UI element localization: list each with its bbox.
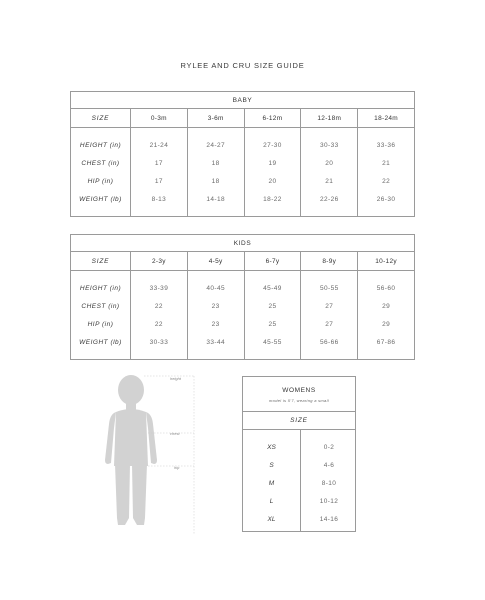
- hip-measure-label: hip: [174, 465, 180, 470]
- baby-row-weight: [71, 190, 415, 217]
- table-cell: 27-30: [244, 128, 301, 155]
- womens-size-value: 8-10: [321, 480, 337, 487]
- womens-size-value: 0-2: [323, 444, 335, 451]
- row-label: HEIGHT (in): [71, 128, 131, 155]
- baby-row-height: [71, 128, 415, 155]
- table-cell: 24-27: [187, 128, 244, 155]
- kids-table-title: KIDS: [71, 235, 415, 252]
- child-silhouette-icon: [100, 368, 200, 538]
- table-cell: 45-55: [244, 333, 301, 360]
- baby-column-header: 18-24m: [358, 109, 415, 128]
- table-cell: 18: [187, 172, 244, 190]
- baby-column-header: 12-18m: [301, 109, 358, 128]
- table-cell: 22: [131, 297, 188, 315]
- table-cell: 30-33: [301, 128, 358, 155]
- table-cell: 23: [187, 315, 244, 333]
- womens-size-table: [242, 376, 356, 532]
- baby-table-title: BABY: [71, 92, 415, 109]
- kids-row-chest: [71, 297, 415, 315]
- kids-column-header: 6-7y: [244, 252, 301, 271]
- height-measure-label: height: [170, 376, 181, 381]
- womens-row: [243, 444, 355, 454]
- chest-measure-label: chest: [170, 431, 180, 436]
- baby-size-header: SIZE: [71, 109, 131, 128]
- womens-size-label: XL: [267, 516, 276, 523]
- table-cell: 29: [358, 315, 415, 333]
- kids-row-weight: [71, 333, 415, 360]
- table-cell: 26-30: [358, 190, 415, 217]
- table-cell: 29: [358, 297, 415, 315]
- womens-size-label: M: [268, 480, 275, 487]
- baby-row-chest: [71, 154, 415, 172]
- row-label: HEIGHT (in): [71, 271, 131, 298]
- row-label: HIP (in): [71, 315, 131, 333]
- womens-size-value: 14-16: [319, 516, 339, 523]
- row-label: CHEST (in): [71, 297, 131, 315]
- table-cell: 56-60: [358, 271, 415, 298]
- table-cell: 67-86: [358, 333, 415, 360]
- table-cell: 22: [131, 315, 188, 333]
- table-cell: 27: [301, 315, 358, 333]
- table-cell: 17: [131, 172, 188, 190]
- womens-size-label: XS: [267, 444, 276, 451]
- table-cell: 33-39: [131, 271, 188, 298]
- womens-table-title: WOMENS: [282, 387, 316, 394]
- table-cell: 17: [131, 154, 188, 172]
- kids-column-header: 4-5y: [187, 252, 244, 271]
- womens-row: [243, 480, 355, 490]
- womens-size-header: SIZE: [243, 411, 355, 430]
- table-cell: 20: [244, 172, 301, 190]
- womens-size-label: L: [269, 498, 274, 505]
- table-cell: 22: [358, 172, 415, 190]
- table-cell: 25: [244, 315, 301, 333]
- baby-size-table: [70, 91, 415, 217]
- womens-size-label: S: [269, 462, 274, 469]
- table-cell: 30-33: [131, 333, 188, 360]
- womens-row: [243, 516, 355, 526]
- table-cell: 18: [187, 154, 244, 172]
- kids-column-header: 8-9y: [301, 252, 358, 271]
- row-label: WEIGHT (lb): [71, 190, 131, 217]
- row-label: WEIGHT (lb): [71, 333, 131, 360]
- baby-column-header: 3-6m: [187, 109, 244, 128]
- table-cell: 33-44: [187, 333, 244, 360]
- kids-row-hip: [71, 315, 415, 333]
- baby-column-header: 6-12m: [244, 109, 301, 128]
- table-cell: 8-13: [131, 190, 188, 217]
- row-label: HIP (in): [71, 172, 131, 190]
- womens-size-value: 10-12: [319, 498, 339, 505]
- table-cell: 45-49: [244, 271, 301, 298]
- baby-row-hip: [71, 172, 415, 190]
- table-cell: 56-66: [301, 333, 358, 360]
- table-cell: 40-45: [187, 271, 244, 298]
- row-label: CHEST (in): [71, 154, 131, 172]
- womens-size-value: 4-6: [323, 462, 335, 469]
- table-cell: 21-24: [131, 128, 188, 155]
- page-title: RYLEE AND CRU SIZE GUIDE: [180, 61, 305, 70]
- table-cell: 14-18: [187, 190, 244, 217]
- table-cell: 23: [187, 297, 244, 315]
- baby-column-header: 0-3m: [131, 109, 188, 128]
- table-cell: 21: [358, 154, 415, 172]
- table-cell: 27: [301, 297, 358, 315]
- kids-column-header: 2-3y: [131, 252, 188, 271]
- table-cell: 25: [244, 297, 301, 315]
- kids-size-header: SIZE: [71, 252, 131, 271]
- womens-row: [243, 498, 355, 508]
- table-cell: 19: [244, 154, 301, 172]
- kids-column-header: 10-12y: [358, 252, 415, 271]
- table-cell: 22-26: [301, 190, 358, 217]
- womens-row: [243, 462, 355, 472]
- table-cell: 20: [301, 154, 358, 172]
- table-cell: 18-22: [244, 190, 301, 217]
- kids-row-height: [71, 271, 415, 298]
- table-cell: 21: [301, 172, 358, 190]
- child-measurement-figure: [100, 368, 200, 538]
- womens-model-note: model is 5'7, wearing a small: [269, 398, 329, 403]
- kids-size-table: [70, 234, 415, 360]
- table-cell: 50-55: [301, 271, 358, 298]
- table-cell: 33-36: [358, 128, 415, 155]
